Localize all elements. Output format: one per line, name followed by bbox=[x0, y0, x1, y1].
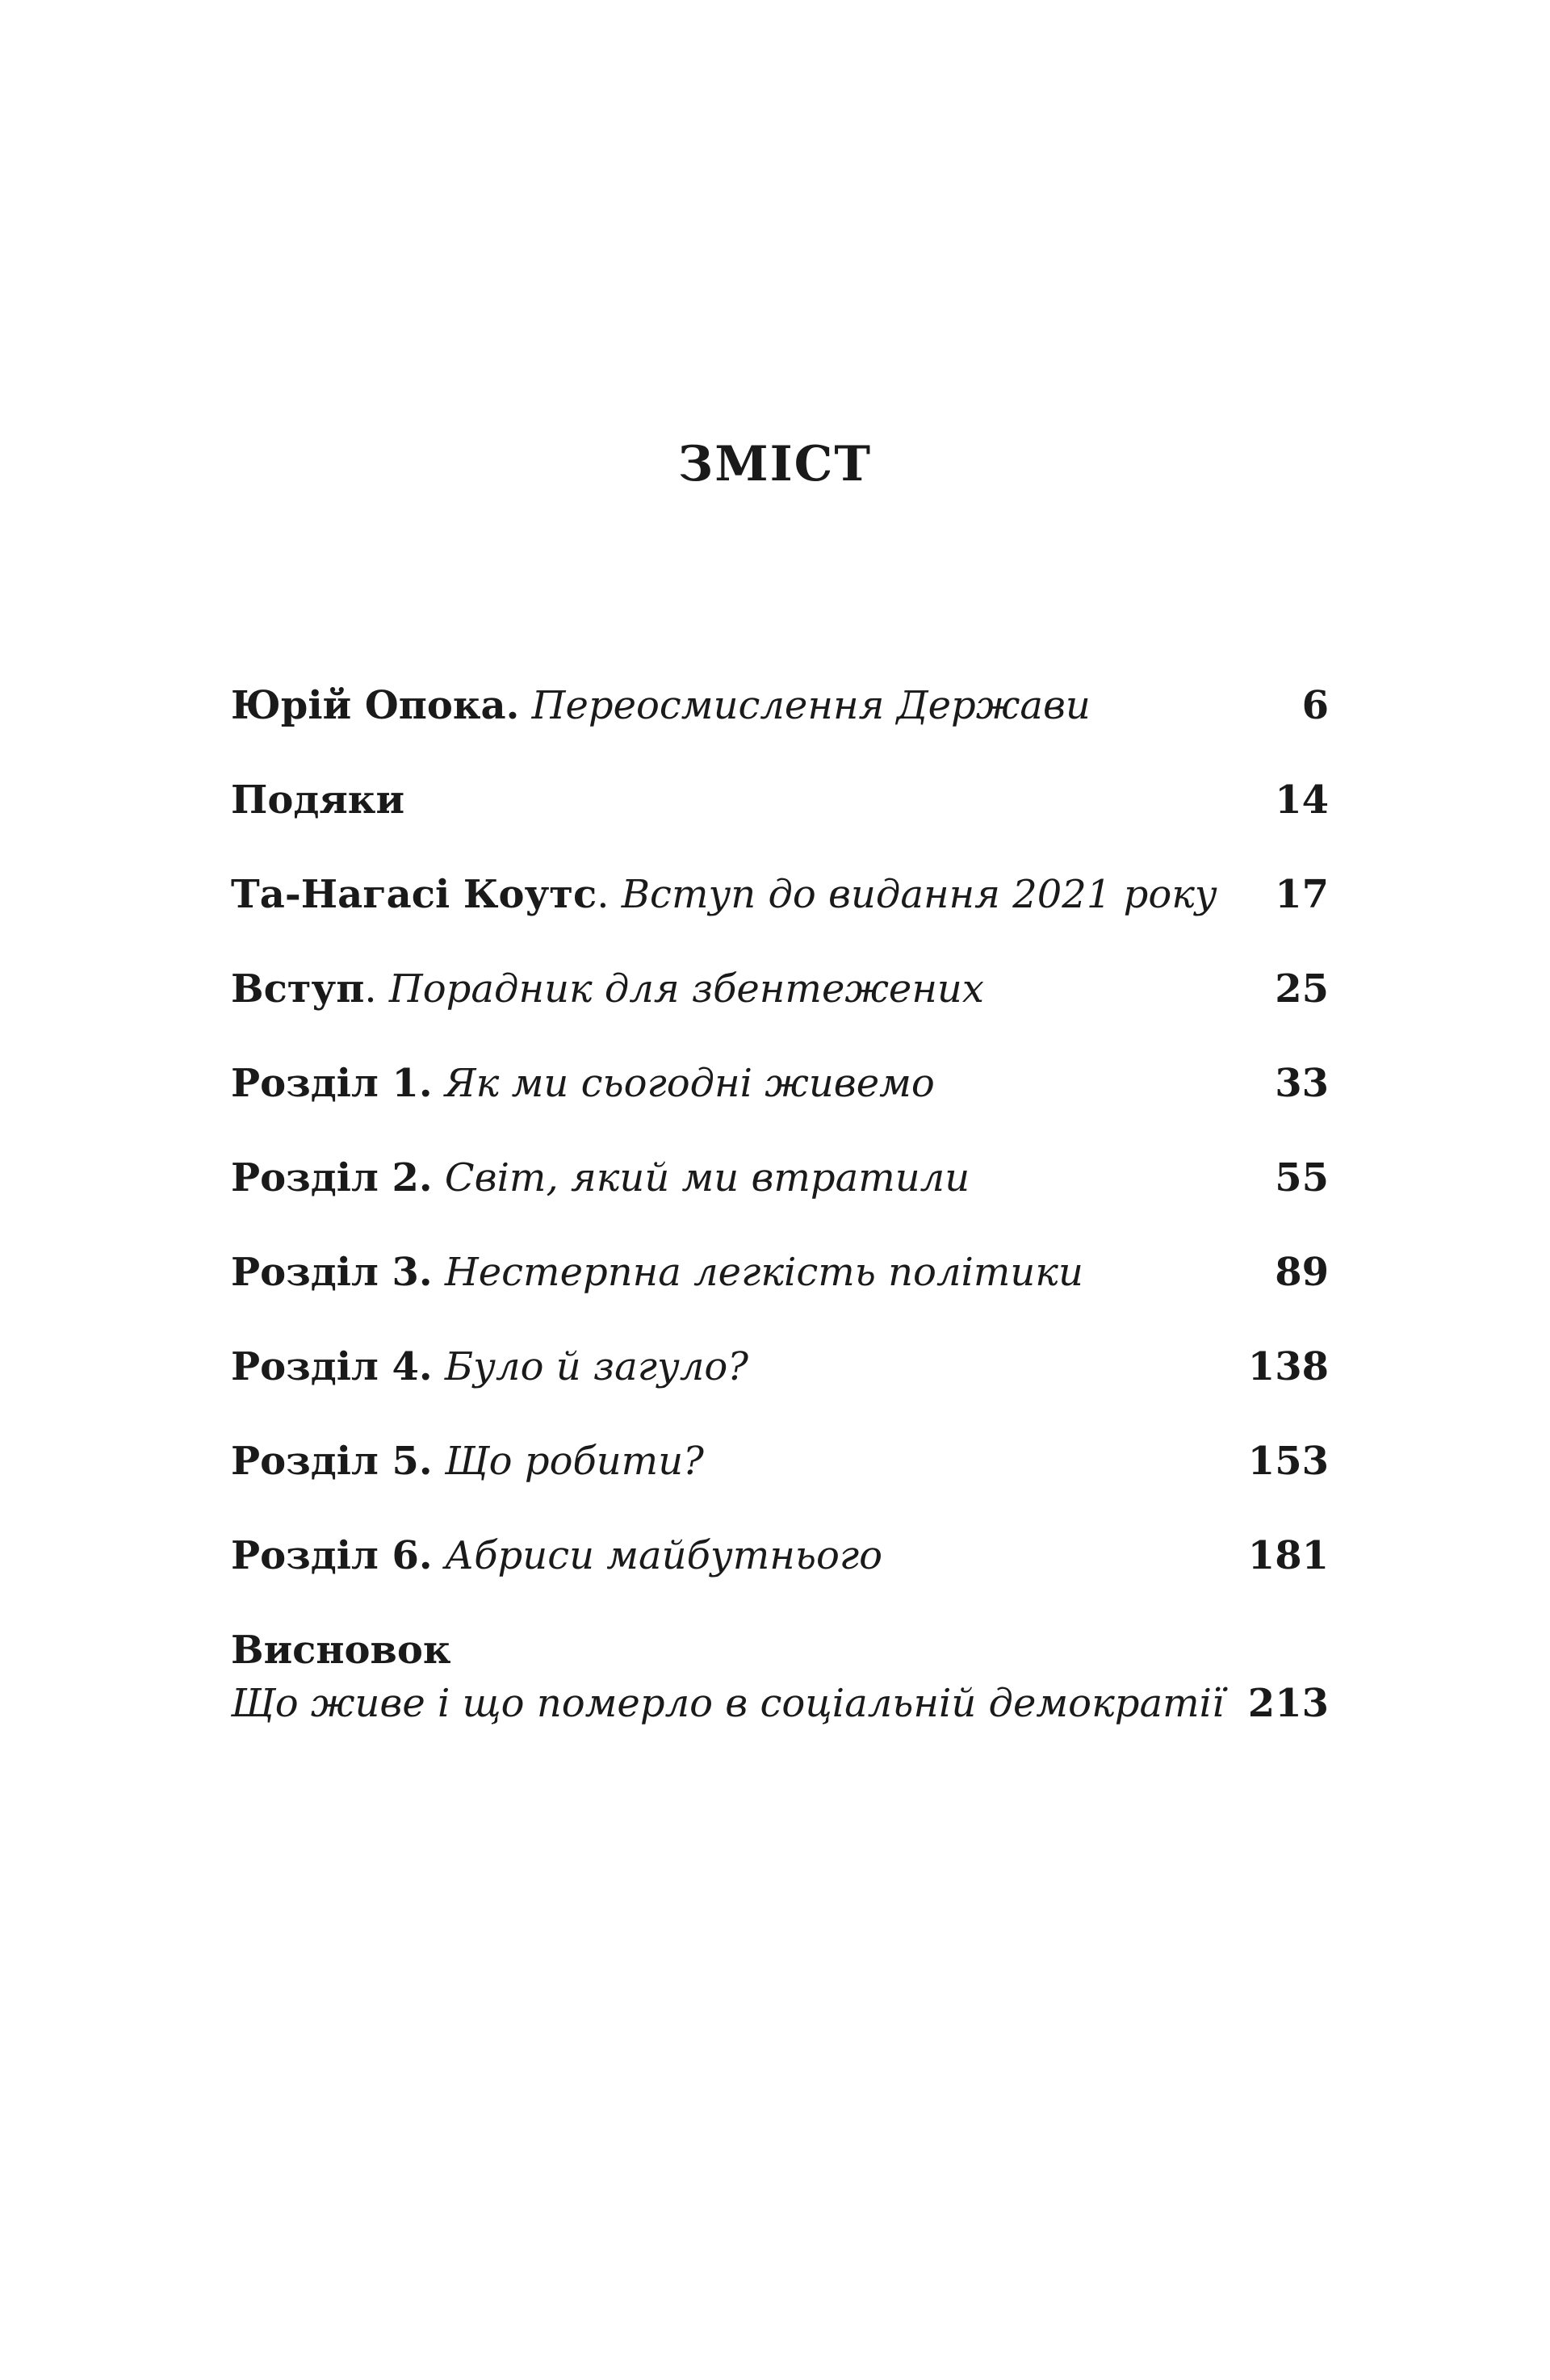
toc-entry-title: Нестерпна легкість політики bbox=[444, 1250, 1083, 1295]
toc-entry-separator bbox=[433, 1533, 445, 1578]
toc-entry-title: Вступ до видання 2021 року bbox=[621, 872, 1217, 917]
toc-entry-label: Розділ 5. bbox=[231, 1439, 433, 1484]
toc-entry-separator bbox=[433, 1344, 445, 1389]
toc-page-number: 181 bbox=[1247, 1533, 1329, 1578]
toc-entry-text bbox=[231, 777, 405, 823]
toc-entry-title: Переосмислення Держави bbox=[531, 683, 1091, 728]
toc-page-number: 153 bbox=[1247, 1439, 1329, 1484]
toc-entry-separator bbox=[433, 1250, 445, 1295]
toc-entry-label: Розділ 1. bbox=[231, 1061, 433, 1106]
toc-entry-label: Розділ 6. bbox=[231, 1533, 433, 1578]
toc-entry-label: Подяки bbox=[231, 777, 405, 823]
toc-entry-text bbox=[231, 683, 1091, 728]
toc-entry[interactable] bbox=[231, 683, 1329, 781]
toc-entry-text bbox=[231, 1250, 1083, 1295]
toc-entry-title: Що живе і що померло в соціальній демократії bbox=[231, 1681, 1225, 1726]
toc-entry[interactable] bbox=[231, 777, 1329, 875]
toc-entry-text bbox=[231, 1061, 935, 1106]
toc-entry[interactable] bbox=[231, 1439, 1329, 1536]
toc-entry-text bbox=[231, 872, 1217, 917]
table-of-contents bbox=[231, 683, 1329, 1744]
toc-entry-text bbox=[231, 1344, 749, 1389]
toc-page-number: 138 bbox=[1247, 1344, 1329, 1389]
toc-entry[interactable] bbox=[231, 1061, 1329, 1159]
toc-page-number: 55 bbox=[1275, 1155, 1329, 1200]
toc-entry-label: Розділ 2. bbox=[231, 1155, 433, 1200]
toc-page-number: 6 bbox=[1301, 683, 1329, 728]
toc-entry-label: Вступ bbox=[231, 966, 365, 1012]
toc-entry-separator bbox=[433, 1061, 445, 1106]
toc-entry-title: Абриси майбутнього bbox=[444, 1533, 883, 1578]
toc-page-number: 213 bbox=[1247, 1681, 1329, 1726]
toc-entry-text bbox=[231, 1533, 883, 1578]
toc-entry-label: Висновок bbox=[231, 1628, 451, 1673]
toc-entry[interactable] bbox=[231, 966, 1329, 1064]
toc-entry-separator bbox=[433, 1439, 445, 1484]
toc-entry-text bbox=[231, 966, 984, 1012]
toc-entry-label: Юрій Опока. bbox=[231, 683, 520, 728]
page-title: ЗМІСТ bbox=[677, 436, 873, 492]
toc-entry-title: Що робити? bbox=[444, 1439, 704, 1484]
toc-entry-conclusion[interactable] bbox=[231, 1628, 1329, 1744]
toc-entry-label: Розділ 3. bbox=[231, 1250, 433, 1295]
toc-entry[interactable] bbox=[231, 872, 1329, 970]
toc-entry[interactable] bbox=[231, 1533, 1329, 1631]
toc-entry-separator bbox=[519, 683, 531, 728]
toc-entry[interactable] bbox=[231, 1344, 1329, 1442]
toc-entry[interactable] bbox=[231, 1155, 1329, 1253]
toc-page-number: 17 bbox=[1275, 872, 1329, 917]
toc-entry-text bbox=[231, 1155, 970, 1200]
toc-entry-separator: . bbox=[364, 966, 389, 1012]
toc-entry-title: Порадник для збентежених bbox=[388, 966, 984, 1012]
toc-entry[interactable] bbox=[231, 1250, 1329, 1347]
toc-entry-label: Розділ 4. bbox=[231, 1344, 433, 1389]
toc-page-number: 14 bbox=[1275, 777, 1329, 823]
toc-entry-title: Було й загуло? bbox=[444, 1344, 749, 1389]
toc-page-number: 25 bbox=[1275, 966, 1329, 1012]
toc-entry-separator bbox=[433, 1155, 445, 1200]
toc-entry-text bbox=[231, 1439, 704, 1484]
toc-page-number: 89 bbox=[1275, 1250, 1329, 1295]
toc-entry-label: Та-Нагасі Коутс bbox=[231, 872, 597, 917]
toc-entry-title: Світ, який ми втратили bbox=[444, 1155, 970, 1200]
toc-entry-separator: . bbox=[597, 872, 622, 917]
toc-page-number: 33 bbox=[1275, 1061, 1329, 1106]
toc-entry-title: Як ми сьогодні живемо bbox=[444, 1061, 935, 1106]
